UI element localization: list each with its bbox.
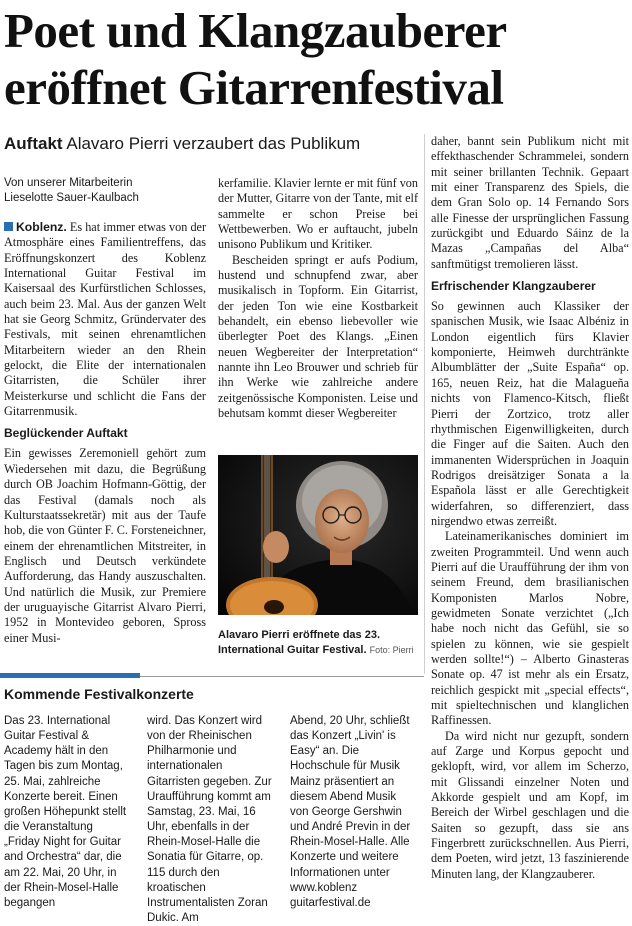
paragraph: Lateinamerikanisches dominiert im zweiten Programmteil. Und wenn auch Pierri auf die Uraufführung der ihm von seinem Freund, dem brasilianischen Komponisten Marlos Nobre, gewidmeten Sonate verzichtet („Ich habe noch nicht das Gefühl, sie so spielen zu können, wie sie gespielt werden sollte!“) – Alberto Ginasteras Sonate op. 47 ist mehr als ein Ersatz, reichlich gespickt mit „special effects“, mit spieltechnischen und klanglichen Raffinessen.: [431, 529, 629, 728]
kicker-text: Alavaro Pierri verzaubert das Publikum: [66, 134, 361, 153]
info-box-column-2: [147, 714, 273, 926]
photo-credit: Foto: Pierri: [369, 645, 414, 655]
headline-line-1: Poet und Klangzauberer: [4, 3, 507, 58]
subheading: Beglückender Auftakt: [4, 426, 128, 441]
paragraph: Bescheiden springt er aufs Podium, hustend und schnupfend zwar, aber musikalisch in Topform. Ein Gitarrist, der jeden Ton wie eine Kostbarkeit behandelt, ein ebenso liebevoller wie überlegter Poet des Klangs. „Einen neuen Wegbereiter der Interpretation“ nannte ihn Leo Brouwer und schrieb für ihn Werke wie zahlreiche andere zeitgenössische Komponisten. Leise und behutsam kommt dieser Wegbereiter: [218, 252, 418, 421]
column-divider: [424, 134, 425, 674]
square-marker-icon: [4, 222, 13, 231]
kicker: [4, 134, 360, 154]
kicker-label: Auftakt: [4, 134, 63, 153]
article-column-1: [4, 220, 206, 646]
info-text: Abend, 20 Uhr, schließt das Konzert „Livin' is Easy“ an. Die Hochschule für Musik Mainz präsentiert an diesem Abend Musik von George Gershwin und André Previn in der Rhein-Mosel-Halle. Alle Konzerte und weitere Informationen unter www.koblenz guitarfestival.de: [290, 715, 411, 909]
guitarist-photo-illustration: [218, 455, 418, 615]
photo-caption: [218, 628, 423, 658]
byline: [4, 176, 204, 206]
article-column-2: [218, 176, 418, 422]
paragraph: Ein gewisses Zeremoniell gehört zum Wiedersehen mit dazu, die Begrüßung durch OB Joachim Hofmann-Göttig, der das Festival (damals noch als Kulturstaatssekretär) mit aus der Taufe hob, die von Günter F. C. Forsteneichner, einem der ehrenamtlichen Mitstreiter, in Englisch und Deutsch verkündete Aufforderung, das Handy auszuschalten. Und natürlich die Musik, zur Premiere der uruguayische Gitarrist Alvaro Pierri, 1952 in Montevideo geboren, Spross einer Musi-: [4, 446, 206, 645]
info-box-accent-bar: [0, 673, 140, 678]
info-box-column-3: [290, 714, 416, 911]
headline-line-2: eröffnet Gitarrenfestival: [4, 60, 504, 115]
lead-paragraph: [4, 220, 206, 419]
subheading: Erfrischender Klangzauberer: [431, 279, 596, 294]
info-box-rule: [140, 676, 424, 677]
info-text: wird. Das Konzert wird von der Rheinischen Philharmonie und internationalen Gitarristen gegeben. Zur Uraufführung kommt am Samstag, 23. Mai, 16 Uhr, ebenfalls in der Rhein-Mosel-Halle die Sonatia für Gitarre, op. 115 durch den kroatischen Instrumentalisten Zoran Dukic. Am: [147, 715, 272, 925]
photo-guitarist: [218, 455, 418, 615]
info-text: Das 23. International Guitar Festival & Academy hält in den Tagen bis zum Montag, 25. Mai, zahlreiche Konzerte bereit. Einen großen Höhepunkt stellt die Veranstaltung „Friday Night for Guitar and Orchestra“ dar, die am 22. Mai, 20 Uhr, in der Rhein-Mosel-Halle begangen: [4, 715, 127, 909]
paragraph: Da wird nicht nur gezupft, sondern auf Zarge und Korpus gepocht und geklopft, wird, vor allem im Scherzo, mit Glissandi einzelner Noten und Akkorde gespielt und am Kopf, im Bereich der Wirbel geschlagen und die Saiten so gezupft, dass sie ans Fingerbrett zurückschnellen. Aus Pierri, dem Poeten, wird jetzt, 13 faszinierende Minuten lang, der Klangzauberer.: [431, 728, 629, 881]
byline-author: Lieselotte Sauer-Kaulbach: [4, 192, 139, 204]
article-column-3: [431, 134, 629, 882]
caption-text: Alavaro Pierri eröffnete das 23. International Guitar Festival.: [218, 629, 381, 656]
byline-line-1: Von unserer Mitarbeiterin: [4, 177, 133, 189]
paragraph: kerfamilie. Klavier lernte er mit fünf von der Mutter, Gitarre von der Tante, mit elf sammelte er schon Preise bei Wettbewerben. Wo er auftaucht, jubeln unisono Publikum und Kritiker.: [218, 176, 418, 252]
paragraph: So gewinnen auch Klassiker der spanischen Musik, wie Isaac Albéniz in London eigentlich fürs Klavier komponierte, Heimweh durchtränkte Albumblätter der „Suite España“ op. 165, neuen Reiz, hat die Malagueña nichts von Flamenco-Kitsch, fließt Pierri der Zortzico, trotz aller rhythmischen Eigenwilligkeiten, durch die Finger auf die Saiten. Auch den immanenten Widersprüchen in Joaquin Rodrigos dreisätziger Sonata a la Española lässt er alle Gerechtigkeit widerfahren, so differenziert, dass nirgendwo etwas zerreißt.: [431, 299, 629, 528]
paragraph: daher, bannt sein Publikum nicht mit effekthaschender Schrammelei, sondern mit seiner brillanten Technik. Gepaart mit einer Transparenz des Spiels, die dem Gran Solo op. 14 Fernando Sors alle Finesse der ursprünglichen Fassung zurückgibt und Eduardo Sáinz de la Mazas „Campañas del Alba“ sanftmütigst tremolieren lässt.: [431, 134, 629, 271]
paragraph-text: Es hat immer etwas von der Atmosphäre eines Familientreffens, das Eröffnungskonzert des Koblenz International Guitar Festival im Kaisersaal des Kurfürstlichen Schlosses, auch beim 23. Mal. Aus der ganzen Welt hat sie Georg Schmitz, Gründervater des Festivals, mit seinen ehrenamtlichen Mitarbeitern wieder an den Rhein gelockt, die Elite der internationalen Gitarristen, die Schüler ihrer Meisterkurse und schlicht die Fans der Gitarrenmusik.: [4, 220, 207, 419]
headline: [4, 2, 624, 116]
info-box-column-1: [4, 714, 130, 911]
info-box-title: Kommende Festivalkonzerte: [4, 686, 194, 702]
dateline: Koblenz.: [16, 220, 67, 234]
